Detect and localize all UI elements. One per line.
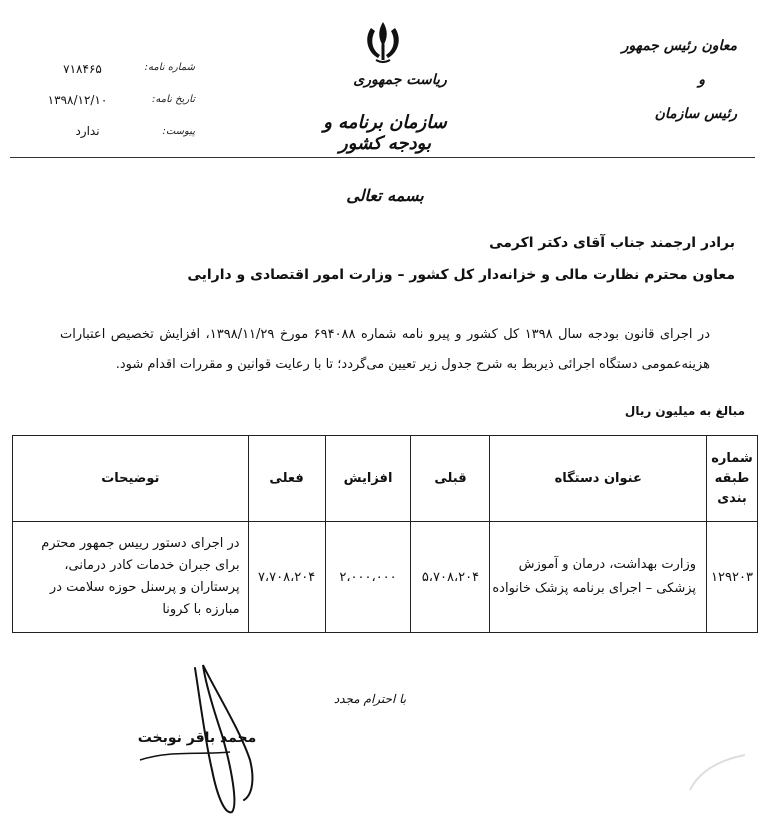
cell-increase: ۲،۰۰۰،۰۰۰ — [325, 522, 411, 633]
header-center-title-2: سازمان برنامه و بودجه کشور — [323, 112, 447, 154]
cell-notes: در اجرای دستور رییس جمهور محترم برای جبران خدمات کادر درمانی، پرستاران و پرسنل حوزه سلامت در مبارزه با کرونا — [13, 522, 249, 633]
letter-body: در اجرای قانون بودجه سال ۱۳۹۸ کل کشور و پیرو نامه شماره ۶۹۴۰۸۸ مورخ ۱۳۹۸/۱۱/۲۹، افزایش تخصیص اعتبارات هزینه‌عمومی دستگاه اجرائی ذیربط به شرح جدول زیر تعیین می‌گردد؛ تا با رعایت قوانین و مقررات اقدام شود. — [60, 327, 710, 372]
letter-attachment-label: پیوست: — [162, 126, 195, 137]
header-right-title-2: رئیس سازمان — [654, 106, 737, 122]
header-right-conj: و — [698, 72, 705, 88]
letter-number-label: شماره نامه: — [144, 62, 195, 73]
letter-date-value: ۱۳۹۸/۱۲/۱۰ — [47, 93, 108, 107]
bismillah-heading: بسمه تعالی — [346, 186, 424, 205]
cell-current: ۷،۷۰۸،۲۰۴ — [248, 522, 325, 633]
cell-previous: ۵،۷۰۸،۲۰۴ — [411, 522, 490, 633]
signer-name: محمد باقر نوبخت — [137, 730, 257, 746]
letter-number-value: ۷۱۸۴۶۵ — [63, 62, 102, 76]
header-current: فعلی — [248, 436, 325, 522]
header-increase: افزایش — [325, 436, 411, 522]
allocation-table — [12, 435, 758, 633]
header-notes: توضیحات — [13, 436, 249, 522]
unit-note: مبالغ به میلیون ریال — [624, 404, 745, 418]
cell-code: ۱۲۹۲۰۳ — [707, 522, 758, 633]
header-org: عنوان دستگاه — [490, 436, 707, 522]
header-divider — [10, 157, 755, 158]
table-header-row — [13, 436, 758, 522]
closing-phrase: با احترام مجدد — [333, 692, 407, 706]
header-center-title-1: ریاست جمهوری — [353, 72, 447, 88]
iran-emblem-icon — [358, 16, 408, 66]
header-previous: قبلی — [411, 436, 490, 522]
cell-org: وزارت بهداشت، درمان و آموزش پزشکی – اجرای برنامه پزشک خانواده — [490, 522, 707, 633]
header-code: شماره طبقه بندی — [707, 436, 758, 522]
table-row — [13, 522, 758, 633]
letter-date-label: تاریخ نامه: — [152, 94, 195, 105]
recipient-line-2: معاون محترم نظارت مالی و خزانه‌دار کل کشور – وزارت امور اقتصادی و دارایی — [187, 267, 735, 283]
header-right-title-1: معاون رئیس جمهور — [621, 38, 737, 54]
letter-attachment-value: ندارد — [75, 124, 100, 138]
recipient-line-1: برادر ارجمند جناب آقای دکتر اکرمی — [489, 235, 735, 251]
